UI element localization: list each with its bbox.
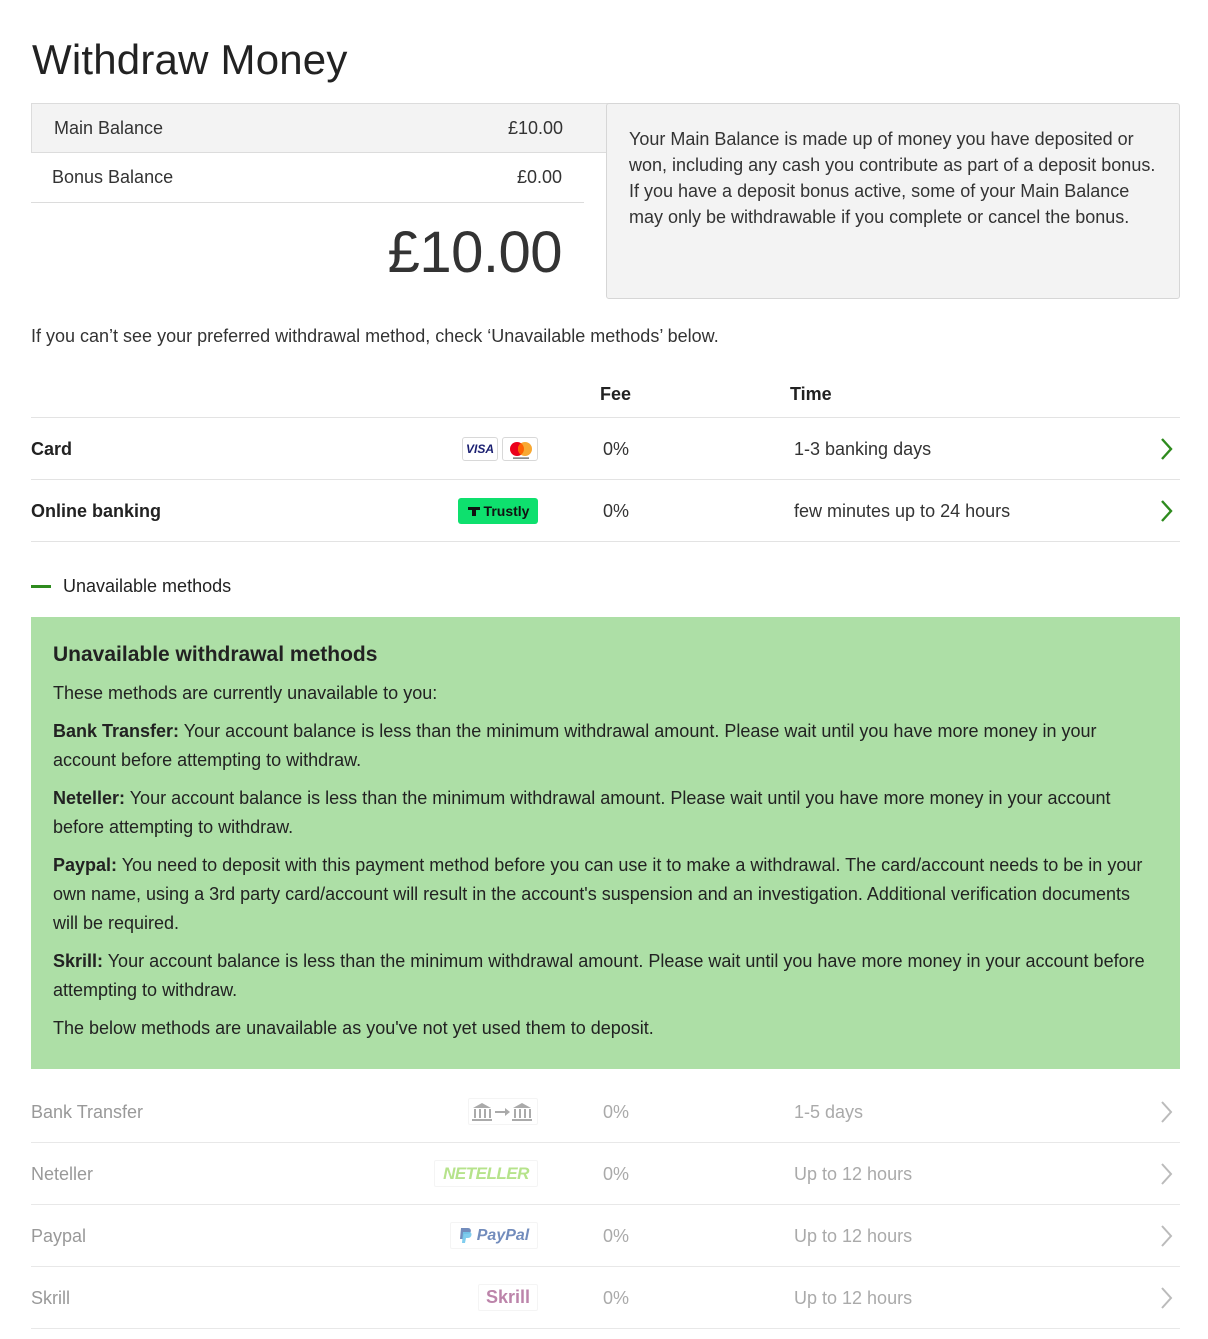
bonus-balance-label: Bonus Balance [52,167,174,187]
unavailable-methods-toggle[interactable] [31,576,231,597]
trustly-logo [458,497,538,525]
chevron-right-icon[interactable] [1160,1223,1174,1249]
unavailable-title: Unavailable withdrawal methods [53,643,378,666]
method-fee: 0% [603,1288,630,1308]
unavailable-intro: These methods are currently unavailable to you: [53,683,438,703]
chevron-right-icon[interactable] [1160,1161,1174,1187]
reason-skrill: Skrill: Your account balance is less than the minimum withdrawal amount. Please wait until you have more money in your account before attempting to withdraw. [53,951,1145,1000]
method-time: 1-3 banking days [794,439,932,459]
balance-summary [31,103,584,286]
method-name: Neteller [31,1164,94,1184]
method-row-skrill[interactable] [31,1267,1180,1329]
methods-table-header [31,374,1180,418]
balance-info-box: Your Main Balance is made up of money you have deposited or won, including any cash you contribute as part of a deposit bonus. If you have a deposit bonus active, some of your Main Balance may only be withdrawable if you complete or cancel the bonus. [606,103,1180,299]
unavailable-methods-panel [31,617,1180,1069]
time-header: Time [790,384,832,404]
method-name: Bank Transfer [31,1102,144,1122]
neteller-logo-text: NETELLER [443,1163,529,1183]
chevron-right-icon[interactable] [1160,498,1174,524]
paypal-icon [450,1222,538,1249]
fee-header: Fee [600,384,632,404]
method-time: few minutes up to 24 hours [794,501,1011,521]
card-logos [462,435,538,463]
methods-table [31,374,1180,542]
unavailable-footer: The below methods are unavailable as you've not yet used them to deposit. [53,1018,654,1038]
method-name: Card [31,439,73,459]
skrill-logo-text: Skrill [485,1287,531,1307]
method-time: Up to 12 hours [794,1288,913,1308]
method-name: Online banking [31,501,162,521]
method-time: 1-5 days [794,1102,864,1122]
method-time: Up to 12 hours [794,1164,913,1184]
chevron-right-icon[interactable] [1160,1099,1174,1125]
method-fee: 0% [603,439,630,459]
mastercard-icon [502,437,538,461]
collapse-icon [31,585,51,588]
method-fee: 0% [603,1164,630,1184]
skrill-icon [478,1284,538,1311]
total-balance: £10.00 [387,220,562,285]
method-row-bank-transfer[interactable] [31,1081,1180,1143]
method-fee: 0% [603,1102,630,1122]
bonus-balance-value: £0.00 [516,167,562,187]
method-fee: 0% [603,501,630,521]
paypal-logo-text: PayPal [476,1226,530,1244]
chevron-right-icon[interactable] [1160,1285,1174,1311]
reason-bank-transfer: Bank Transfer: Your account balance is less than the minimum withdrawal amount. Please wait until you have more money in your account before attempting to withdraw. [53,721,1097,770]
reason-neteller: Neteller: Your account balance is less than the minimum withdrawal amount. Please wait until you have more money in your account before attempting to withdraw. [53,788,1111,837]
page-title: Withdraw Money [32,36,348,83]
main-balance-row [31,103,609,153]
unavailable-methods-label: Unavailable methods [63,576,232,596]
method-time: Up to 12 hours [794,1226,913,1246]
method-row-paypal[interactable] [31,1205,1180,1267]
trustly-logo-text: Trustly [483,503,530,519]
neteller-icon [434,1160,538,1187]
method-row-neteller[interactable] [31,1143,1180,1205]
method-fee: 0% [603,1226,630,1246]
trustly-icon [458,498,538,524]
reason-paypal: Paypal: You need to deposit with this payment method before you can use it to make a withdrawal. The card/account needs to be in your own name, using a 3rd party card/account will result in the account's suspension and an investigation. Additional verification documents will be required. [53,855,1143,933]
bank-transfer-icon [468,1098,538,1125]
bonus-balance-row [31,153,584,203]
main-balance-value: £10.00 [507,117,563,138]
unavailable-methods-list [31,1081,1180,1329]
method-name: Paypal [31,1226,87,1246]
method-row-online-banking[interactable] [31,480,1180,542]
visa-icon: VISA [462,437,498,461]
chevron-right-icon[interactable] [1160,436,1174,462]
withdrawal-hint: If you can’t see your preferred withdrawal method, check ‘Unavailable methods’ below. [31,326,719,346]
main-balance-label: Main Balance [54,117,164,138]
method-row-card[interactable] [31,418,1180,480]
method-name: Skrill [31,1288,70,1308]
